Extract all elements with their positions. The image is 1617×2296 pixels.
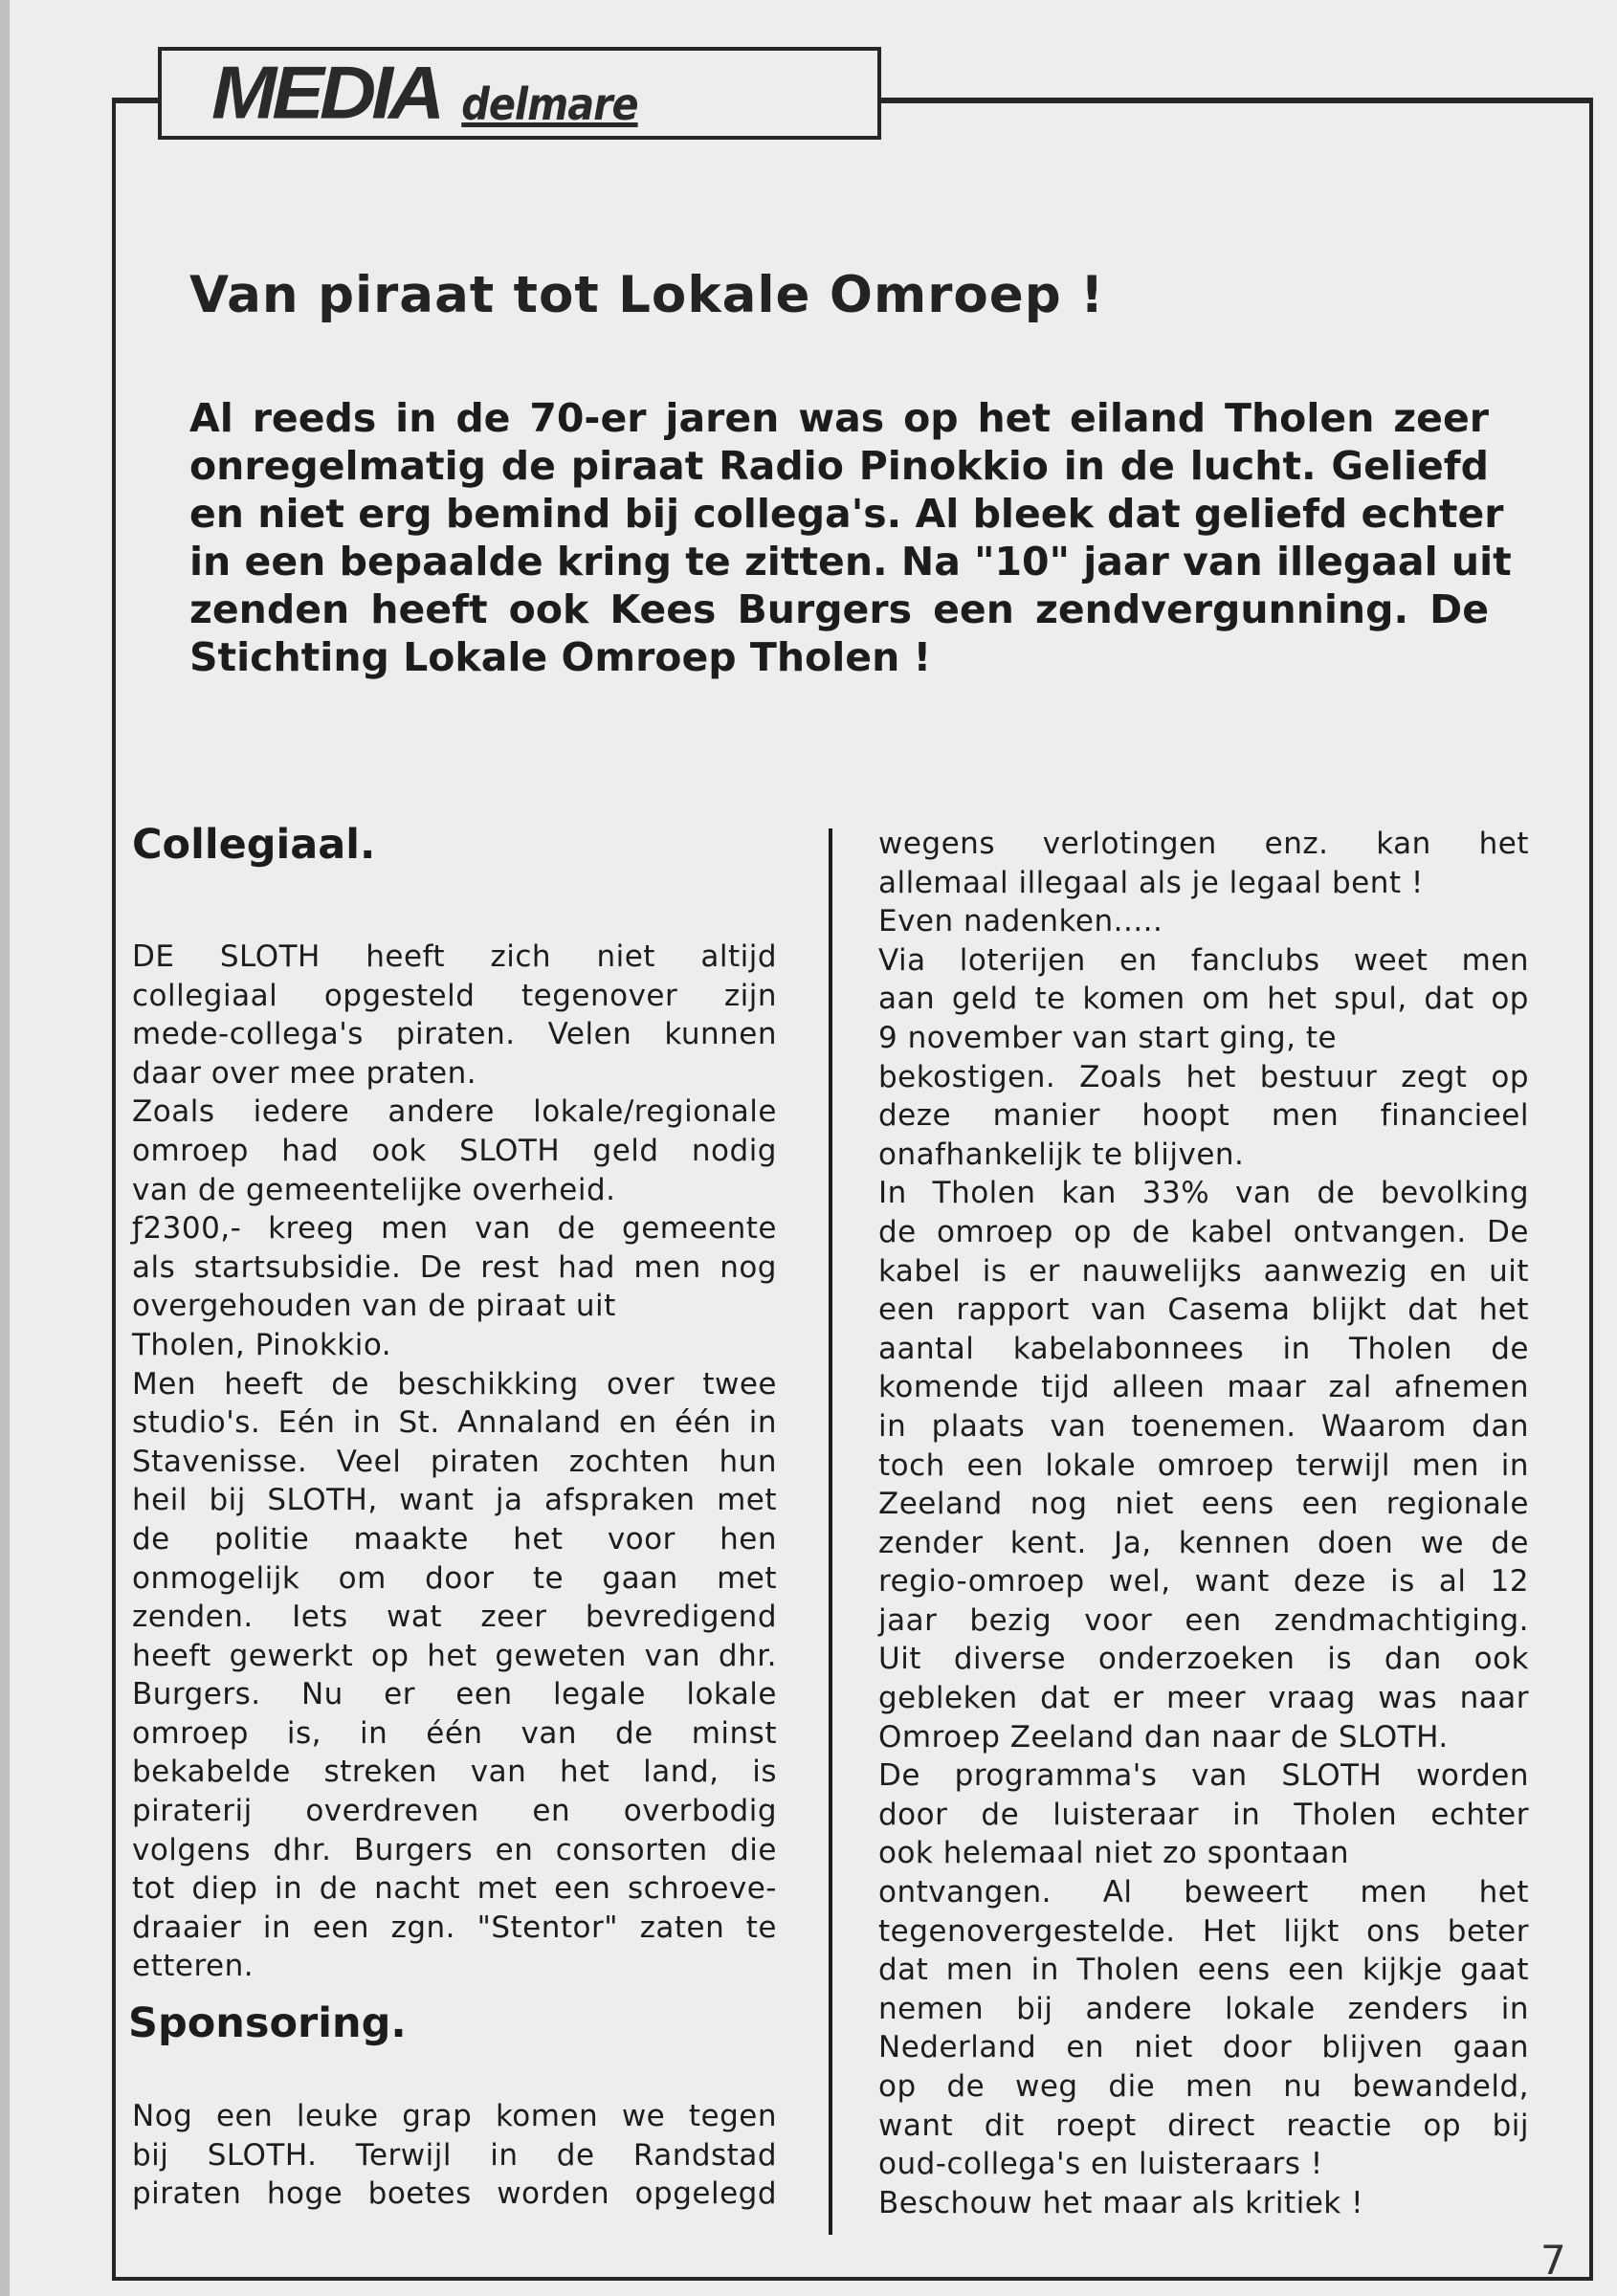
text-line: want dit roept direct reactie op bij [878, 2108, 1529, 2143]
text-line: piraten hoge boetes worden opgelegd [132, 2176, 777, 2212]
text-line: daar over mee praten. [132, 1055, 477, 1091]
text-line: bekabelde streken van het land, is [132, 1755, 777, 1790]
section-heading-collegiaal: Collegiaal. [132, 821, 376, 869]
text-line: deze manier hoopt men financieel [878, 1098, 1529, 1134]
text-line: heil bij SLOTH, want ja afspraken met [132, 1483, 777, 1518]
text-line: en niet erg bemind bij collega's. Al bleek dat geliefd echter [189, 491, 1504, 537]
text-line: overgehouden van de piraat uit [132, 1289, 616, 1324]
text-line: piraterij overdreven en overbodig [132, 1794, 777, 1829]
text-line: zenden. Iets wat zeer bevredigend [132, 1600, 777, 1635]
text-line: 9 november van start ging, te [878, 1020, 1338, 1055]
text-line: Nederland en niet door blijven gaan [878, 2030, 1529, 2065]
text-line: etteren. [132, 1949, 255, 1984]
text-line: omroep is, in één van de minst [132, 1715, 777, 1751]
text-line: Tholen, Pinokkio. [132, 1327, 392, 1362]
text-line: in een bepaalde kring te zitten. Na "10" jaar van illegaal uit [189, 539, 1512, 585]
text-line: bij SLOTH. Terwijl in de Randstad [132, 2137, 777, 2173]
media-delmare-logo [158, 47, 881, 140]
text-line: de omroep op de kabel ontvangen. De [878, 1214, 1529, 1249]
text-line: Omroep Zeeland dan naar de SLOTH. [878, 1719, 1449, 1755]
text-line: regio-omroep wel, want deze is al 12 [878, 1564, 1529, 1600]
text-line: Burgers. Nu er een legale lokale [132, 1677, 777, 1712]
text-line: in plaats van toenemen. Waarom dan [878, 1408, 1529, 1444]
text-line: onafhankelijk te blijven. [878, 1137, 1245, 1172]
text-line: studio's. Eén in St. Annaland en één in [132, 1405, 777, 1441]
text-line: zender kent. Ja, kennen doen we de [878, 1525, 1529, 1560]
text-line: ook helemaal niet zo spontaan [878, 1836, 1349, 1871]
text-line: kabel is er nauwelijks aanwezig en uit [878, 1253, 1529, 1289]
text-line: zenden heeft ook Kees Burgers een zendvergunning. De [189, 586, 1489, 632]
text-line: volgens dhr. Burgers en consorten die [132, 1832, 777, 1867]
text-line: van de gemeentelijke overheid. [132, 1172, 616, 1207]
text-line: gebleken dat er meer vraag was naar [878, 1681, 1529, 1716]
text-line: oud-collega's en luisteraars ! [878, 2147, 1323, 2182]
text-line: ontvangen. Al beweert men het [878, 1875, 1529, 1910]
logo-media-text: MEDIA [211, 51, 441, 135]
article-title: Van piraat tot Lokale Omroep ! [189, 266, 1105, 324]
page-number: 7 [1540, 2237, 1566, 2284]
text-line: mede-collega's piraten. Velen kunnen [132, 1017, 777, 1052]
binding-edge [0, 0, 10, 2296]
text-line: de politie maakte het voor hen [132, 1521, 777, 1556]
text-line: DE SLOTH heeft zich niet altijd [132, 939, 777, 974]
text-line: een rapport van Casema blijkt dat het [878, 1292, 1529, 1328]
text-line: omroep had ook SLOTH geld nodig [132, 1133, 777, 1168]
left-column-text [132, 938, 777, 1986]
text-line: Uit diverse onderzoeken is dan ook [878, 1642, 1529, 1677]
text-line: onmogelijk om door te gaan met [132, 1560, 777, 1596]
text-line: onregelmatig de piraat Radio Pinokkio in de lucht. Geliefd [189, 443, 1489, 489]
text-line: collegiaal opgesteld tegenover zijn [132, 978, 777, 1013]
text-line: allemaal illegaal als je legaal bent ! [878, 865, 1424, 900]
text-line: jaar bezig voor een zendmachtiging. [878, 1602, 1529, 1638]
text-line: tot diep in de nacht met een schroeve- [132, 1871, 777, 1907]
text-line: toch een lokale omroep terwijl men in [878, 1447, 1529, 1483]
text-line: aantal kabelabonnees in Tholen de [878, 1331, 1529, 1366]
text-line: ƒ2300,- kreeg men van de gemeente [132, 1211, 777, 1247]
text-line: Nog een leuke grap komen we tegen [132, 2099, 777, 2133]
text-line: Stavenisse. Veel piraten zochten hun [132, 1444, 777, 1479]
right-column-text [878, 825, 1529, 2222]
text-line: De programma's van SLOTH worden [878, 1758, 1529, 1794]
column-divider [829, 828, 832, 2235]
text-line: komende tijd alleen maar zal afnemen [878, 1370, 1529, 1405]
section-heading-sponsoring: Sponsoring. [128, 1999, 407, 2047]
text-line: Zeeland nog niet eens een regionale [878, 1487, 1529, 1522]
text-line: Even nadenken..... [878, 904, 1163, 939]
text-line: Stichting Lokale Omroep Tholen ! [189, 634, 932, 680]
text-line: Beschouw het maar als kritiek ! [878, 2185, 1364, 2220]
logo-delmare-text: delmare [461, 77, 638, 130]
text-line: dat men in Tholen eens een kijkje gaat [878, 1953, 1529, 1988]
text-line: heeft gewerkt op het geweten van dhr. [132, 1638, 777, 1673]
text-line: In Tholen kan 33% van de bevolking [878, 1176, 1529, 1211]
text-line: Via loterijen en fanclubs weet men [878, 942, 1529, 978]
text-line: draaier in een zgn. "Stentor" zaten te [132, 1910, 777, 1945]
text-line: tegenovergestelde. Het lijkt ons beter [878, 1913, 1529, 1949]
text-line: Al reeds in de 70-er jaren was op het eiland Tholen zeer [189, 395, 1489, 441]
text-line: bekostigen. Zoals het bestuur zegt op [878, 1059, 1529, 1094]
text-line: aan geld te komen om het spul, dat op [878, 982, 1529, 1017]
text-line: Men heeft de beschikking over twee [132, 1366, 777, 1402]
text-line: wegens verlotingen enz. kan het [878, 827, 1529, 861]
text-line: door de luisteraar in Tholen echter [878, 1797, 1529, 1832]
text-line: nemen bij andere lokale zenders in [878, 1991, 1529, 2026]
text-line: Zoals iedere andere lokale/regionale [132, 1094, 777, 1130]
text-line: als startsubsidie. De rest had men nog [132, 1249, 777, 1285]
text-line: op de weg die men nu bewandeld, [878, 2069, 1529, 2104]
left-column-sponsoring-text [132, 2097, 777, 2214]
article-intro [189, 394, 1512, 681]
